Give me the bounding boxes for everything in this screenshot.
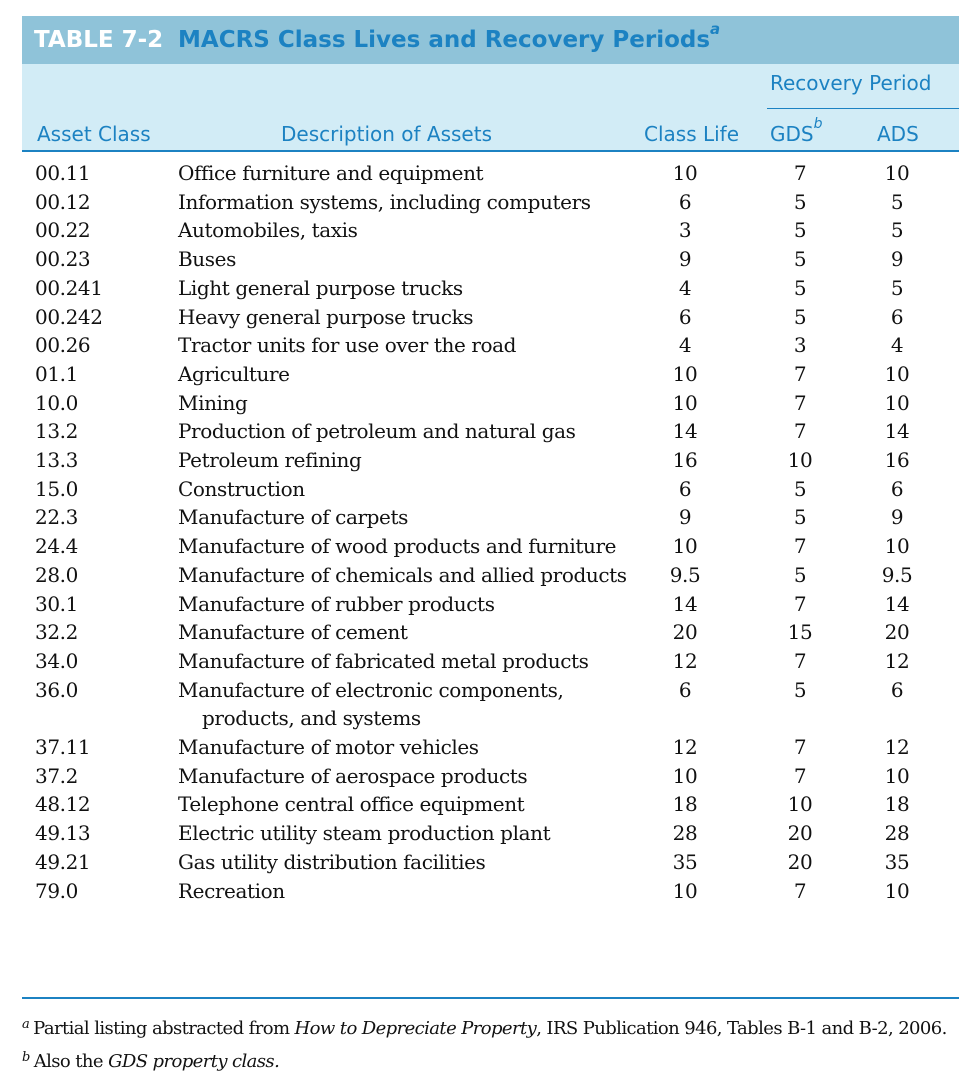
asset-class-cell: 49.21 [35,849,91,874]
table-row [22,877,959,906]
asset-class-cell: 30.1 [35,591,78,616]
ads-cell: 6 [890,677,904,702]
description-cell: Production of petroleum and natural gas [178,419,576,444]
class-life-cell: 6 [678,189,692,214]
table-row [22,159,959,188]
gds-cell: 7 [793,534,807,559]
ads-cell: 10 [884,390,910,415]
asset-class-cell: 28.0 [35,562,78,587]
gds-cell: 10 [787,448,813,473]
description-header: Description of Assets [281,122,492,146]
asset-class-cell: 32.2 [35,620,78,645]
table-row [22,819,959,848]
recovery-period-header: Recovery Period [770,71,932,95]
gds-cell: 5 [793,304,807,329]
table-row [22,303,959,332]
description-cell: Manufacture of aerospace products [178,763,528,788]
ads-cell: 6 [890,476,904,501]
asset-class-cell: 36.0 [35,677,78,702]
description-cell: Office furniture and equipment [178,161,484,185]
table-row [22,676,959,733]
table-row [22,503,959,532]
table-row [22,618,959,647]
table-row [22,733,959,762]
asset-class-cell: 13.2 [35,419,78,444]
table-row [22,790,959,819]
table-title [178,16,720,64]
class-life-cell: 16 [672,448,698,473]
description-cell: Recreation [178,878,285,903]
class-life-cell: 10 [672,763,698,788]
footnote-b-text-before: Also the [33,1051,109,1072]
asset-class-cell: 10.0 [35,390,78,415]
description-cell: Agriculture [178,361,290,386]
description-cell: Petroleum refining [178,448,362,473]
description-cell: Information systems, including computers [178,189,591,214]
table-row [22,245,959,274]
table-label: TABLE 7-2 [34,27,164,53]
class-life-cell: 12 [672,735,698,760]
gds-cell: 5 [793,562,807,587]
gds-cell: 7 [793,591,807,616]
table-title-bar [22,16,959,64]
asset-class-cell: 22.3 [35,505,78,530]
class-life-cell: 3 [678,218,692,243]
description-cell: Electric utility steam production plant [178,821,551,846]
ads-cell: 14 [884,419,910,444]
asset-class-cell: 24.4 [35,534,78,559]
gds-footnote-mark: b [813,116,823,133]
asset-class-cell: 00.23 [35,247,91,272]
table-row [22,590,959,619]
title-footnote-mark: a [710,20,721,39]
class-life-cell: 20 [672,620,698,645]
table-row [22,331,959,360]
ads-cell: 35 [884,849,910,874]
asset-class-header: Asset Class [37,122,151,146]
asset-class-cell: 37.11 [35,735,91,760]
gds-cell: 7 [793,390,807,415]
description-cell: Light general purpose trucks [178,275,463,300]
class-life-cell: 14 [672,591,698,616]
description-cell: Construction [178,476,305,501]
ads-cell: 6 [890,304,904,329]
asset-class-cell: 01.1 [35,361,78,386]
asset-class-cell: 00.26 [35,333,91,358]
description-cell: Manufacture of rubber products [178,591,495,616]
ads-cell: 10 [884,763,910,788]
class-life-cell: 35 [672,849,698,874]
ads-header: ADS [877,122,919,146]
ads-cell: 28 [884,821,910,846]
table-row [22,417,959,446]
ads-cell: 9.5 [881,562,913,587]
table-row [22,532,959,561]
description-cell: Manufacture of chemicals and allied products [178,562,627,587]
table-row [22,188,959,217]
footnote-b-mark: b [22,1050,30,1065]
footnote-a-text-after: , IRS Publication 946, Tables B-1 and B-2, 2006. [536,1018,947,1039]
header-rule [22,150,959,152]
description-cell: Mining [178,390,248,415]
asset-class-cell: 00.12 [35,189,91,214]
table-body [22,159,959,905]
gds-cell: 15 [787,620,813,645]
table-title-text: MACRS Class Lives and Recovery Periods [178,27,711,53]
footnotes [22,1010,962,1076]
gds-cell: 5 [793,505,807,530]
gds-cell: 7 [793,735,807,760]
ads-cell: 5 [890,189,904,214]
footnote-a-source-title: How to Depreciate Property [294,1018,537,1039]
description-cell: Manufacture of electronic components, products, and systems [178,677,564,731]
gds-header-text: GDS [770,122,814,146]
table-row [22,762,959,791]
description-cell: Manufacture of motor vehicles [178,735,479,760]
class-life-cell: 10 [672,161,698,185]
table-row [22,561,959,590]
class-life-cell: 9 [678,505,692,530]
ads-cell: 18 [884,792,910,817]
asset-class-cell: 49.13 [35,821,91,846]
description-cell: Manufacture of fabricated metal products [178,648,589,673]
gds-cell: 5 [793,275,807,300]
ads-cell: 9 [890,247,904,272]
asset-class-cell: 00.22 [35,218,91,243]
class-life-cell: 9.5 [669,562,701,587]
gds-cell: 20 [787,821,813,846]
gds-cell: 20 [787,849,813,874]
asset-class-cell: 15.0 [35,476,78,501]
footnote-b-emphasis: GDS property class. [108,1051,280,1072]
description-cell: Heavy general purpose trucks [178,304,474,329]
description-cell: Gas utility distribution facilities [178,849,486,874]
class-life-header: Class Life [644,122,740,146]
asset-class-cell: 37.2 [35,763,78,788]
footnote-b [22,1043,962,1076]
gds-cell: 5 [793,476,807,501]
description-cell: Telephone central office equipment [178,792,525,817]
table-row [22,360,959,389]
gds-cell: 5 [793,677,807,702]
ads-cell: 5 [890,275,904,300]
ads-cell: 10 [884,361,910,386]
gds-cell: 3 [793,333,807,358]
ads-cell: 10 [884,878,910,903]
class-life-cell: 28 [672,821,698,846]
ads-cell: 14 [884,591,910,616]
asset-class-cell: 79.0 [35,878,78,903]
recovery-period-rule [767,108,959,109]
class-life-cell: 6 [678,677,692,702]
gds-cell: 7 [793,763,807,788]
gds-cell: 7 [793,361,807,386]
table-row [22,446,959,475]
ads-cell: 10 [884,534,910,559]
footnote-a [22,1010,962,1043]
description-cell: Manufacture of carpets [178,505,408,530]
class-life-cell: 4 [678,333,692,358]
description-cell: Manufacture of cement [178,620,408,645]
ads-cell: 4 [890,333,904,358]
ads-cell: 16 [884,448,910,473]
asset-class-cell: 00.11 [35,161,91,185]
footnote-a-mark: a [22,1017,30,1032]
description-cell: Buses [178,247,236,272]
footnote-a-text-before: Partial listing abstracted from [33,1018,295,1039]
ads-cell: 5 [890,218,904,243]
ads-cell: 10 [884,161,910,185]
table-row [22,216,959,245]
class-life-cell: 10 [672,361,698,386]
gds-cell: 5 [793,189,807,214]
description-cell: Tractor units for use over the road [178,333,517,358]
asset-class-cell: 48.12 [35,792,91,817]
gds-cell: 5 [793,247,807,272]
ads-cell: 12 [884,735,910,760]
class-life-cell: 14 [672,419,698,444]
asset-class-cell: 00.242 [35,304,103,329]
gds-cell: 7 [793,161,807,185]
gds-cell: 10 [787,792,813,817]
description-cell: Automobiles, taxis [178,218,358,243]
class-life-cell: 6 [678,304,692,329]
class-life-cell: 10 [672,878,698,903]
ads-cell: 20 [884,620,910,645]
class-life-cell: 10 [672,534,698,559]
table-row [22,389,959,418]
asset-class-cell: 00.241 [35,275,103,300]
class-life-cell: 4 [678,275,692,300]
table-row [22,848,959,877]
class-life-cell: 10 [672,390,698,415]
ads-cell: 12 [884,648,910,673]
class-life-cell: 18 [672,792,698,817]
table-row [22,475,959,504]
gds-cell: 5 [793,218,807,243]
table-row [22,647,959,676]
table-bottom-rule [22,997,959,999]
asset-class-cell: 13.3 [35,448,78,473]
gds-cell: 7 [793,878,807,903]
table-row [22,274,959,303]
gds-header [770,116,823,146]
description-cell: Manufacture of wood products and furniture [178,534,617,559]
gds-cell: 7 [793,648,807,673]
class-life-cell: 9 [678,247,692,272]
ads-cell: 9 [890,505,904,530]
gds-cell: 7 [793,419,807,444]
class-life-cell: 12 [672,648,698,673]
macrs-table [22,16,959,999]
class-life-cell: 6 [678,476,692,501]
asset-class-cell: 34.0 [35,648,78,673]
